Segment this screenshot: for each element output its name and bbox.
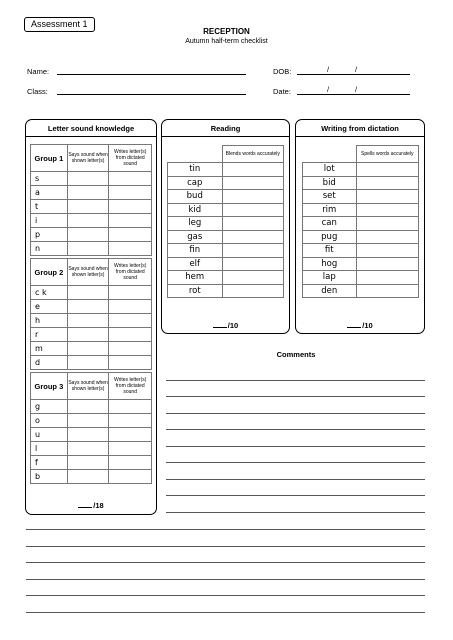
- letter-sound-score: [26, 501, 156, 510]
- spells-cell[interactable]: [356, 176, 418, 190]
- class-field[interactable]: [57, 94, 246, 95]
- group-3-label: Group 3: [31, 373, 68, 400]
- writes-letter-cell[interactable]: [109, 300, 152, 314]
- letter-cell: l: [31, 442, 68, 456]
- reading-word: fin: [168, 244, 223, 258]
- letter-cell: g: [31, 400, 68, 414]
- blends-cell[interactable]: [222, 257, 283, 271]
- writes-letter-cell[interactable]: [109, 400, 152, 414]
- name-field[interactable]: [57, 74, 246, 75]
- letter-cell: o: [31, 414, 68, 428]
- letter-cell: e: [31, 300, 68, 314]
- spells-cell[interactable]: [356, 203, 418, 217]
- comment-line[interactable]: [166, 429, 425, 430]
- score-total: /18: [93, 501, 104, 510]
- class-label: Class:: [27, 87, 48, 96]
- writes-letter-cell[interactable]: [109, 342, 152, 356]
- reading-table: [167, 145, 284, 298]
- writes-letter-cell[interactable]: [109, 314, 152, 328]
- letter-cell: p: [31, 228, 68, 242]
- comment-line[interactable]: [166, 495, 425, 496]
- blends-cell[interactable]: [222, 230, 283, 244]
- says-sound-header: Says sound when shown letter(s): [67, 259, 109, 286]
- says-sound-header: Says sound when shown letter(s): [67, 145, 109, 172]
- reading-title: Reading: [162, 120, 289, 137]
- comment-line[interactable]: [166, 462, 425, 463]
- letter-cell: d: [31, 356, 68, 370]
- dictation-word: rim: [303, 203, 357, 217]
- reading-word: tin: [168, 163, 223, 177]
- spells-cell[interactable]: [356, 230, 418, 244]
- comment-line[interactable]: [166, 396, 425, 397]
- blends-cell[interactable]: [222, 244, 283, 258]
- dictation-word: den: [303, 284, 357, 298]
- letter-cell: u: [31, 428, 68, 442]
- says-sound-cell[interactable]: [67, 470, 109, 484]
- date-label: Date:: [273, 87, 291, 96]
- writes-letter-cell[interactable]: [109, 242, 152, 256]
- comments-title: Comments: [276, 350, 316, 359]
- says-sound-cell[interactable]: [67, 342, 109, 356]
- spells-cell[interactable]: [356, 271, 418, 285]
- reading-word: hem: [168, 271, 223, 285]
- dictation-word: set: [303, 190, 357, 204]
- blends-cell[interactable]: [222, 190, 283, 204]
- says-sound-cell[interactable]: [67, 228, 109, 242]
- dob-field[interactable]: [297, 74, 410, 75]
- letter-cell: t: [31, 200, 68, 214]
- dictation-word: bid: [303, 176, 357, 190]
- blends-cell[interactable]: [222, 203, 283, 217]
- says-sound-cell[interactable]: [67, 456, 109, 470]
- date-separator: /: [355, 85, 358, 94]
- reading-word: kid: [168, 203, 223, 217]
- dob-label: DOB:: [273, 67, 292, 76]
- says-sound-cell[interactable]: [67, 172, 109, 186]
- spells-cell[interactable]: [356, 190, 418, 204]
- dictation-word: can: [303, 217, 357, 231]
- letter-cell: c k: [31, 286, 68, 300]
- letter-sound-panel: [25, 119, 157, 515]
- group-3-table: [30, 372, 152, 484]
- letter-cell: h: [31, 314, 68, 328]
- reading-word: bud: [168, 190, 223, 204]
- says-sound-cell[interactable]: [67, 286, 109, 300]
- blends-cell[interactable]: [222, 284, 283, 298]
- writes-letter-cell[interactable]: [109, 428, 152, 442]
- dictation-word: lot: [303, 163, 357, 177]
- letter-cell: m: [31, 342, 68, 356]
- dictation-word: fit: [303, 244, 357, 258]
- writes-letter-cell[interactable]: [109, 200, 152, 214]
- score-total: /10: [362, 321, 373, 330]
- spells-cell[interactable]: [356, 257, 418, 271]
- reading-corner: [168, 146, 223, 163]
- spells-header: Spells words accurately: [356, 146, 418, 163]
- says-sound-cell[interactable]: [67, 356, 109, 370]
- writes-letter-cell[interactable]: [109, 414, 152, 428]
- blends-cell[interactable]: [222, 176, 283, 190]
- comment-line[interactable]: [26, 529, 425, 530]
- date-field[interactable]: [297, 94, 410, 95]
- dob-separator: /: [327, 65, 330, 74]
- date-separator: /: [327, 85, 330, 94]
- dictation-title: Writing from dictation: [296, 120, 424, 137]
- says-sound-cell[interactable]: [67, 242, 109, 256]
- comment-line[interactable]: [26, 579, 425, 580]
- blends-cell[interactable]: [222, 163, 283, 177]
- blends-cell[interactable]: [222, 217, 283, 231]
- score-blank[interactable]: [347, 327, 361, 328]
- letter-cell: a: [31, 186, 68, 200]
- says-sound-cell[interactable]: [67, 428, 109, 442]
- says-sound-cell[interactable]: [67, 442, 109, 456]
- dictation-score: [296, 321, 424, 330]
- dictation-corner: [303, 146, 357, 163]
- dictation-word: hog: [303, 257, 357, 271]
- page-subtitle: Autumn half-term checklist: [185, 38, 268, 45]
- comment-line[interactable]: [166, 413, 425, 414]
- spells-cell[interactable]: [356, 163, 418, 177]
- blends-cell[interactable]: [222, 271, 283, 285]
- letter-cell: i: [31, 214, 68, 228]
- comment-line[interactable]: [166, 380, 425, 381]
- comment-line[interactable]: [166, 479, 425, 480]
- says-sound-cell[interactable]: [67, 200, 109, 214]
- writes-letter-cell[interactable]: [109, 328, 152, 342]
- writes-letter-cell[interactable]: [109, 286, 152, 300]
- group-2-table: [30, 258, 152, 370]
- assessment-tag: Assessment 1: [24, 17, 95, 32]
- spells-cell[interactable]: [356, 284, 418, 298]
- writes-letter-cell[interactable]: [109, 228, 152, 242]
- says-sound-cell[interactable]: [67, 314, 109, 328]
- comment-line[interactable]: [26, 546, 425, 547]
- says-sound-cell[interactable]: [67, 300, 109, 314]
- score-blank[interactable]: [78, 507, 92, 508]
- says-sound-cell[interactable]: [67, 414, 109, 428]
- group-2-label: Group 2: [31, 259, 68, 286]
- letter-cell: r: [31, 328, 68, 342]
- writes-letter-cell[interactable]: [109, 186, 152, 200]
- comment-line[interactable]: [166, 512, 425, 513]
- reading-word: leg: [168, 217, 223, 231]
- group-1-table: [30, 144, 152, 256]
- writes-letter-cell[interactable]: [109, 356, 152, 370]
- reading-panel: [161, 119, 290, 334]
- dictation-word: lap: [303, 271, 357, 285]
- letter-cell: n: [31, 242, 68, 256]
- writes-letter-cell[interactable]: [109, 470, 152, 484]
- letter-cell: b: [31, 470, 68, 484]
- letter-sound-title: Letter sound knowledge: [26, 120, 156, 137]
- reading-word: rot: [168, 284, 223, 298]
- reading-score: [162, 321, 289, 330]
- letter-cell: s: [31, 172, 68, 186]
- reading-word: elf: [168, 257, 223, 271]
- page-title: RECEPTION: [203, 27, 250, 36]
- writes-letter-header: Writes letter(s) from dictated sound: [109, 373, 152, 400]
- reading-word: cap: [168, 176, 223, 190]
- writes-letter-cell[interactable]: [109, 214, 152, 228]
- spells-cell[interactable]: [356, 217, 418, 231]
- says-sound-header: Says sound when shown letter(s): [67, 373, 109, 400]
- dictation-table: [302, 145, 419, 298]
- writes-letter-cell[interactable]: [109, 442, 152, 456]
- name-label: Name:: [27, 67, 50, 76]
- group-1-label: Group 1: [31, 145, 68, 172]
- writes-letter-cell[interactable]: [109, 172, 152, 186]
- blends-header: Blends words accurately: [222, 146, 283, 163]
- writes-letter-cell[interactable]: [109, 456, 152, 470]
- dob-separator: /: [355, 65, 358, 74]
- score-blank[interactable]: [213, 327, 227, 328]
- score-total: /10: [227, 321, 239, 330]
- comment-line[interactable]: [166, 446, 425, 447]
- says-sound-cell[interactable]: [67, 214, 109, 228]
- spells-cell[interactable]: [356, 244, 418, 258]
- says-sound-cell[interactable]: [67, 186, 109, 200]
- comment-line[interactable]: [26, 595, 425, 596]
- letter-cell: f: [31, 456, 68, 470]
- reading-word: gas: [168, 230, 223, 244]
- dictation-panel: [295, 119, 425, 334]
- writes-letter-header: Writes letter(s) from dictated sound: [109, 145, 152, 172]
- says-sound-cell[interactable]: [67, 400, 109, 414]
- comment-line[interactable]: [26, 562, 425, 563]
- says-sound-cell[interactable]: [67, 328, 109, 342]
- writes-letter-header: Writes letter(s) from dictated sound: [109, 259, 152, 286]
- dictation-word: pug: [303, 230, 357, 244]
- comment-line[interactable]: [26, 612, 425, 613]
